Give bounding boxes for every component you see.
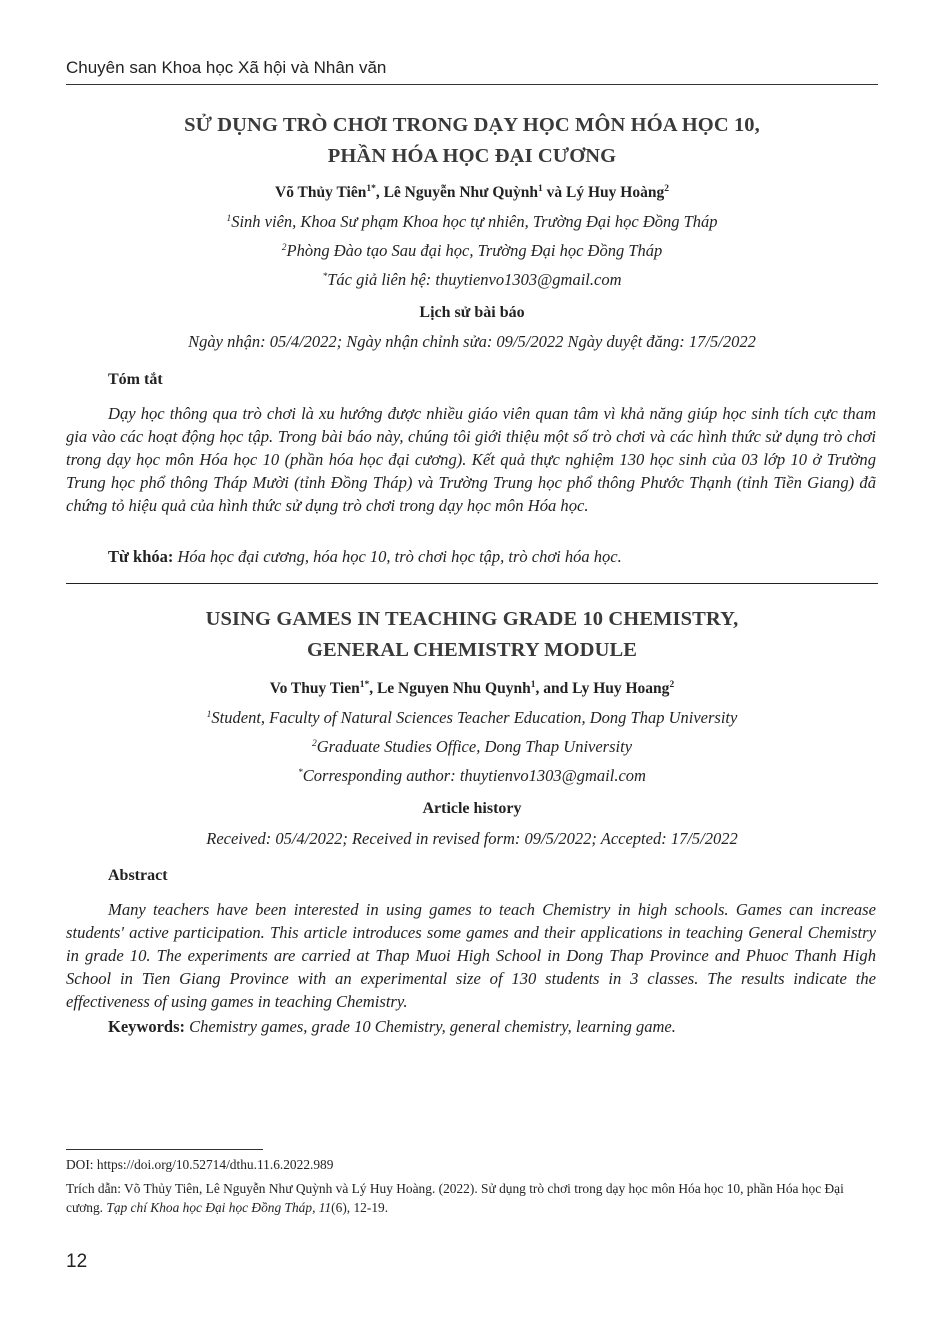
footnote-rule xyxy=(66,1149,263,1150)
vi-author-3: Lý Huy Hoàng$^2$ xyxy=(566,184,669,201)
en-history-label: Article history xyxy=(422,800,522,817)
en-title-line1: USING GAMES IN TEACHING GRADE 10 CHEMISTRY, xyxy=(205,608,739,630)
vi-authors xyxy=(66,184,878,202)
en-keywords-label: Keywords: xyxy=(108,1017,185,1036)
en-corresponding-author: *Corresponding author: thuytienvo1303@gmail.com xyxy=(298,766,646,785)
en-title-line2: GENERAL CHEMISTRY MODULE xyxy=(306,639,638,661)
vi-keywords-text: Hóa học đại cương, hóa học 10, trò chơi học tập, trò chơi hóa học. xyxy=(177,547,622,566)
en-author-2: Le Nguyen Nhu Quynh$^1$, and xyxy=(376,680,573,697)
vi-title-line1: SỬ DỤNG TRÒ CHƠI TRONG DẠY HỌC MÔN HÓA HỌC 10, xyxy=(184,114,760,136)
en-history: Received: 05/4/2022; Received in revised form: 09/5/2022; Accepted: 17/5/2022 xyxy=(206,829,738,848)
section-divider xyxy=(66,583,878,584)
en-authors xyxy=(66,680,878,698)
vi-affiliation-2: $^2$Phòng Đào tạo Sau đại học, Trường Đại học Đồng Tháp xyxy=(281,241,663,260)
en-author-3: Ly Huy Hoang$^2$ xyxy=(572,680,675,697)
en-keywords-text: Chemistry games, grade 10 Chemistry, general chemistry, learning game. xyxy=(189,1017,676,1036)
vi-history-label: Lịch sử bài báo xyxy=(419,304,525,321)
vi-keywords xyxy=(108,547,622,567)
en-affiliation-2: $^2$Graduate Studies Office, Dong Thap University xyxy=(311,737,633,756)
vi-title xyxy=(66,110,878,172)
header-rule xyxy=(66,84,878,85)
citation: Trích dẫn: Võ Thủy Tiên, Lê Nguyễn Như Quỳnh và Lý Huy Hoàng. (2022). Sử dụng trò chơi trong dạy học môn Hóa học 10, phần Hóa học Đại cương. Tạp chí Khoa học Đại học Đồng Tháp, 11(6), 12-19. xyxy=(66,1181,844,1215)
page-number: 12 xyxy=(66,1251,88,1272)
en-title xyxy=(66,604,878,666)
vi-corresponding-author: *Tác giả liên hệ: thuytienvo1303@gmail.com xyxy=(322,270,622,289)
vi-abstract-label: Tóm tắt xyxy=(108,371,163,388)
en-author-1: Vo Thuy Tien$^{1*}$, xyxy=(269,680,377,697)
journal-header: Chuyên san Khoa học Xã hội và Nhân văn xyxy=(66,58,387,77)
vi-keywords-label: Từ khóa: xyxy=(108,547,174,566)
doi: DOI: https://doi.org/10.52714/dthu.11.6.2022.989 xyxy=(66,1157,334,1172)
en-abstract-label: Abstract xyxy=(108,867,168,884)
vi-author-1: Võ Thủy Tiên$^{1*}$, xyxy=(275,184,384,201)
vi-title-line2: PHẦN HÓA HỌC ĐẠI CƯƠNG xyxy=(327,145,617,167)
en-affiliation-1: $^1$Student, Faculty of Natural Sciences Teacher Education, Dong Thap University xyxy=(206,708,738,727)
vi-affiliation-1: $^1$Sinh viên, Khoa Sư phạm Khoa học tự nhiên, Trường Đại học Đồng Tháp xyxy=(226,212,718,231)
vi-abstract: Dạy học thông qua trò chơi là xu hướng được nhiều giáo viên quan tâm vì khả năng giúp học sinh tích cực tham gia vào các hoạt động học tập. Trong bài báo này, chúng tôi giới thiệu một số trò chơi và các hình thức sử dụng trò chơi trong dạy học môn Hóa học 10 (phần hóa học đại cương). Kết quả thực nghiệm 130 học sinh của 03 lớp 10 ở Trường Trung học phổ thông Tháp Mười (tỉnh Đồng Tháp) và Trường Trung học phổ thông Phước Thạnh (tỉnh Tiền Giang) đã chứng tỏ hiệu quả của hình thức sử dụng trò chơi trong dạy học môn Hóa học. xyxy=(66,404,876,515)
en-abstract: Many teachers have been interested in using games to teach Chemistry in high schools. Games can increase students' active participation. This article introduces some games and their applications in teaching General Chemistry in grade 10. The experiments are carried at Thap Muoi High School in Dong Thap Province and Phuoc Thanh High School in Tien Giang Province with an experimental size of 130 students in 3 classes. The results indicate the effectiveness of using games in teaching Chemistry. xyxy=(66,900,876,1011)
vi-author-2: Lê Nguyễn Như Quỳnh$^1$ và xyxy=(383,184,567,201)
en-keywords xyxy=(108,1017,676,1037)
vi-history: Ngày nhận: 05/4/2022; Ngày nhận chỉnh sửa: 09/5/2022 Ngày duyệt đăng: 17/5/2022 xyxy=(188,332,756,351)
